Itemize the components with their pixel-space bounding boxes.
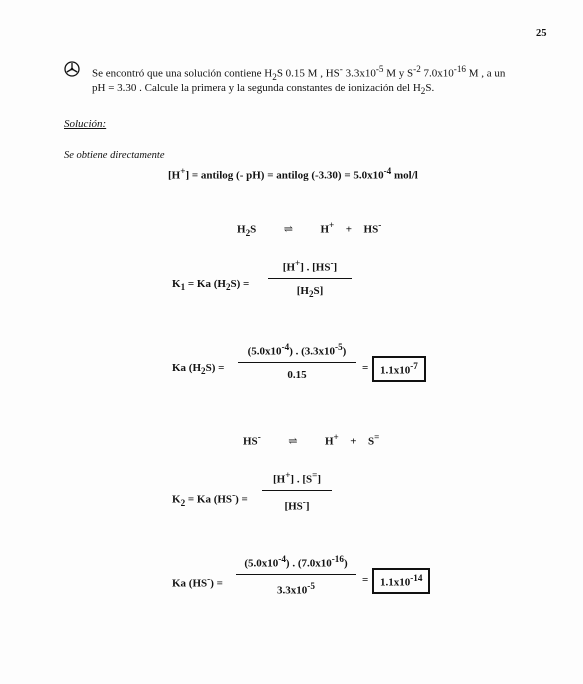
ka2-label: Ka (HS-) =: [172, 574, 223, 590]
ka1-label: Ka $(H_2S)$ =: [172, 362, 225, 377]
ka1-numerator: $(5.0x10^{-4})$ . $(3.3x10^{-5})$: [247, 342, 347, 358]
problem-line-2: pH = 3.30 . Calcule la primera y la segunda constantes de ionización del $H_2S$.: [92, 82, 435, 97]
ka2-denominator: $3.3x10^{-5}$: [277, 580, 315, 597]
page-number: 25: [536, 28, 547, 39]
problem-line-1: Se encontró que una solución contiene $H_2S$ 0.15 M , HS- $3.3x10^{-5}$ M y $S^{-2}$ $7.0x10^{-16}$ M , a un: [92, 64, 506, 82]
ka1-fraction: [238, 342, 356, 381]
k1-label: $K_1 = Ka$ $(H_2S)$ =: [172, 278, 250, 293]
k2-numerator: [H+] . [S=]: [272, 470, 322, 486]
k1-numerator: [H+] . [HS-]: [282, 258, 338, 274]
k2-denominator: [HS-]: [284, 496, 310, 513]
propeller-icon: [64, 61, 80, 77]
ka1-equals: =: [362, 362, 369, 374]
solution-heading: Solución:: [64, 118, 107, 130]
antilog-equation: [H+] = antilog (- pH) = antilog $(-3.30) = 5.0x10^{-4}$ mol/l: [168, 166, 418, 182]
ka1-denominator: 0.15: [287, 368, 307, 381]
k1-fraction: [268, 258, 352, 299]
ka2-equals: =: [362, 574, 369, 586]
k2-fraction: [262, 470, 332, 512]
reaction-1: $H_2S$ ⇌ H+ + HS-: [237, 220, 382, 238]
ka2-fraction: [236, 554, 356, 596]
subheading: Se obtiene directamente: [64, 150, 165, 161]
reaction-2: HS- ⇌ H+ + S=: [243, 432, 380, 448]
ka2-numerator: $(5.0x10^{-4})$ . $(7.0x10^{-16})$: [244, 554, 348, 570]
k1-denominator: $[H_2S]$: [296, 284, 324, 299]
ka1-result: $1.1x10^{-7}$: [372, 356, 426, 382]
k2-label: $K_2 = Ka$ (HS-) =: [172, 490, 248, 508]
ka2-result: $1.1x10^{-14}$: [372, 568, 430, 594]
